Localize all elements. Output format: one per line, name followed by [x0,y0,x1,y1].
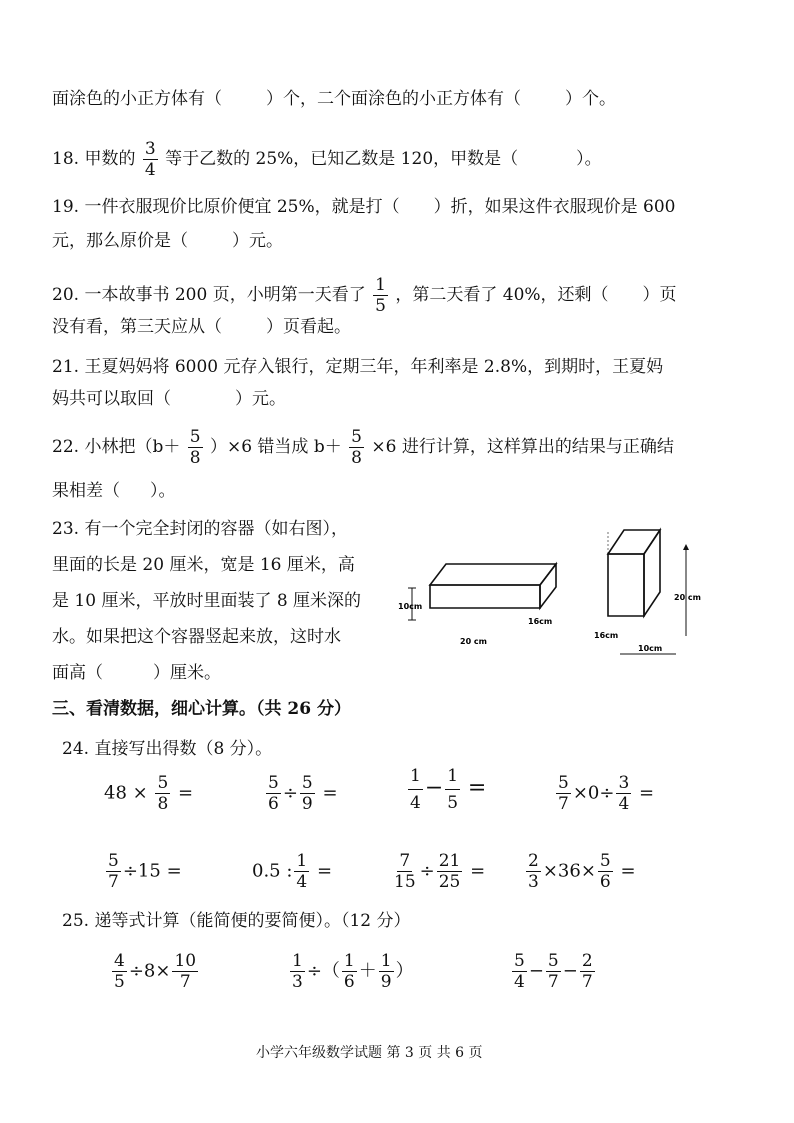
q20-line1: 20. 一本故事书 200 页，小明第一天看了 $\frac{1}{5}$ ，第二天看了 40%，还剩（ ）页 [52,275,677,316]
fraction: $\frac{3}{4}$ [144,139,156,180]
flat-height-label: 10cm [398,602,423,611]
q17-line: 面涂色的小正方体有（ ）个，二个面涂色的小正方体有（ ）个。 [52,89,616,109]
q24-expr-3: $\frac{1}{4}$ − $\frac{1}{5}$ = [410,766,487,813]
q22-line2: 果相差（ ）。 [52,481,176,501]
q23-line5: 面高（ ）厘米。 [52,663,221,683]
q24-title: 24. 直接写出得数（8 分）。 [62,739,273,759]
q25-expr-3: $\frac{5}{4}$ − $\frac{5}{7}$ − $\frac{2}{7}$ [514,951,593,992]
fraction: $\frac{1}{5}$ [375,275,386,316]
q21-line1: 21. 王夏妈妈将 6000 元存入银行，定期三年，年利率是 2.8%，到期时，王夏妈 [52,357,664,377]
container-flat-figure [394,550,560,660]
q19-line1: 19. 一件衣服现价比原价便宜 25%，就是打（ ）折，如果这件衣服现价是 600 [52,197,676,217]
fraction: $\frac{5}{8}$ [189,427,201,468]
q22-line1: 22. 小林把（b＋ $\frac{5}{8}$ ）×6 错当成 b＋ $\frac{5}{8}$ ×6 进行计算，这样算出的结果与正确结 [52,427,674,468]
page-footer: 小学六年级数学试题 第 3 页 共 6 页 [256,1045,483,1061]
q24-expr-8: $\frac{2}{3}$ ×36× $\frac{5}{6}$ = [528,851,636,892]
q24-expr-6: 0.5 : $\frac{1}{4}$ = [252,851,333,892]
q24-expr-1: 48 × $\frac{5}{8}$ = [104,773,194,814]
q19-line2: 元，那么原价是（ ）元。 [52,231,283,251]
q24-expr-7: $\frac{7}{15}$ ÷ $\frac{21}{25}$ = [394,851,486,892]
section-3-heading: 三、看清数据，细心计算。（共 26 分） [52,699,351,719]
q24-expr-4: $\frac{5}{7}$ ×0÷ $\frac{3}{4}$ = [558,773,655,814]
q20-line2: 没有看，第三天应从（ ）页看起。 [52,317,351,337]
q23-line4: 水。如果把这个容器竖起来放，这时水 [52,627,341,647]
q18-line: 18. 甲数的 $\frac{3}{4}$ 等于乙数的 25%，已知乙数是 120，甲数是（ ）。 [52,139,602,180]
q21-line2: 妈共可以取回（ ）元。 [52,389,286,409]
q25-expr-1: $\frac{4}{5}$ ÷8× $\frac{10}{7}$ [114,951,197,992]
q24-expr-2: $\frac{5}{6}$ ÷ $\frac{5}{9}$ = [268,773,338,814]
flat-width-label: 16cm [528,617,553,626]
upright-height-label: 20 cm [674,593,701,602]
upright-base-label: 10cm [638,644,663,653]
q23-line1: 23. 有一个完全封闭的容器（如右图）， [52,519,348,539]
q24-expr-5: $\frac{5}{7}$ ÷15 = [108,851,182,892]
fraction: $\frac{5}{8}$ [351,427,362,468]
q25-expr-2: $\frac{1}{3}$ ÷（ $\frac{1}{6}$ ＋ $\frac{1}{9}$ ） [292,951,414,992]
q23-line3: 是 10 厘米，平放时里面装了 8 厘米深的 [52,591,362,611]
upright-width-label: 16cm [594,631,619,640]
flat-length-label: 20 cm [460,637,487,646]
container-upright-figure [590,520,710,665]
q25-title: 25. 递等式计算（能简便的要简便）。（12 分） [62,911,411,931]
q23-line2: 里面的长是 20 厘米，宽是 16 厘米，高 [52,555,355,575]
